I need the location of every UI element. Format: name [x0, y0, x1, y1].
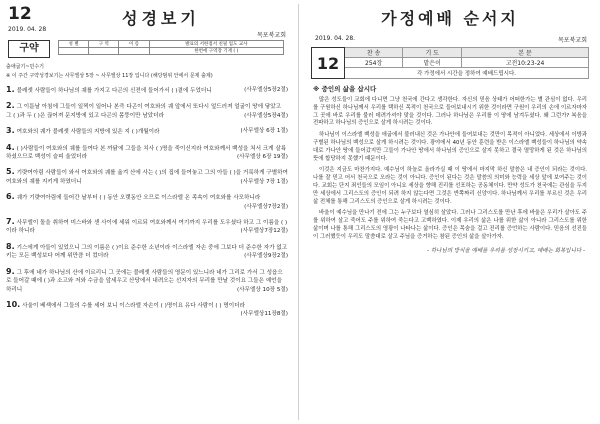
question-reference: (사무엘상 7장 1절): [240, 178, 288, 185]
question-text: 사무엘이 돌을 취하여 미스바와 센 사이에 세워 이르되 여호와께서 여기까지 우리를 도우셨다 하고 그 이름을 ( )이라 하니라: [6, 220, 288, 235]
worship-table: [311, 47, 589, 79]
question-reference: (사무엘상9장2절): [244, 253, 288, 260]
question-item: [6, 243, 288, 261]
question-item: [6, 144, 288, 162]
question-number: 1.: [6, 85, 15, 94]
question-text: 기스에게 아들이 있었으니 그의 이름은 ( )이요 준수한 소년이라 이스라엘 자손 중에 그보다 더 준수한 자가 없고 키는 모든 백성보다 어깨 위만큼 더 컸더라: [6, 244, 288, 260]
issue-number: 12: [8, 4, 32, 24]
worship-order-page: [303, 0, 597, 424]
question-text: 블레셋 사람들이 하나님의 궤를 가지고 다곤의 신전에 들어가서 ( )곁에 두었더니: [16, 88, 212, 94]
question-text: 여호와의 궤가 블레셋 사람들의 지방에 있은 지 ( )개월이라: [16, 129, 160, 136]
question-reference: (사무엘상7장12절): [240, 228, 288, 235]
question-text: ( )사람들이 여호와의 궤를 들여다 본 까닭에 그들을 치사 ( )명을 죽이신지라 여호와께서 백성을 쳐서 크게 살륙하셨으므로 백성이 슬피 울었더라: [6, 145, 287, 161]
hymn-value: 254장: [345, 58, 403, 68]
bible-study-page: [0, 0, 294, 424]
worship-title: 가정예배 순서지: [381, 9, 519, 28]
worship-date: 2019. 04. 28.: [315, 35, 356, 42]
sermon-paragraph: 많은 성도들이 교회에 다니면 그냥 천국에 간다고 생각한다. 자신의 믿음 상태가 어떠한가는 별 관심이 없다. 우리를 구원하신 하나님께서 우리를 택하신 목적이 천국으로 들어보내시기 위한 것이라면 구원이 우리의 손에 이르자마자 그 곳에 바로 우리를 불러 데려가셔야 맞을 것이다. 그러나 하나님은 우리를 이 땅에 남겨두셨다. 왜 그런가? 복음을 전파하고 하나님의 증인으로 살게 하시려는 것이다.: [313, 97, 587, 127]
worship-number: 12: [312, 48, 345, 79]
church-name: 목포북교회: [257, 32, 286, 39]
sermon-body: [311, 97, 589, 242]
section-label: 구약: [8, 40, 50, 58]
question-text: 그 이튿날 아침에 그들이 일찍이 일어나 본즉 다곤이 여호와의 궤 앞에서 또다시 엎드러져 얼굴이 땅에 닿았고 그 ( )과 두 ( )은 끊어져 문지방에 있고 다곤의 몸뚱이만 남았더라: [6, 104, 282, 119]
question-text: 사울이 베섹에서 그들의 수를 세어 보니 이스라엘 자손이 ( )명이요 유다 사람이 ( ) 명이더라: [22, 302, 245, 309]
sermon-paragraph: 하나님이 이스라엘 백성을 애굽에서 불러내신 것은 가나안에 들여보내는 것만이 목적이 아니었다. 세상에서 이방과 구별된 하나님의 백성으로 살게 하시려는 것이다. 광야에서 40년 동안 훈련을 받은 이스라엘 백성들이 하나님의 약속대로 가나안 땅에 들어갔지만 그들이 가나안 땅에서 하나님의 증인으로 살지 못하고 결국 멸망하게 된 것은 하나님의 뜻에 합당하지 못했기 때문이다.: [313, 132, 587, 162]
issue-date: 2019. 04. 28: [8, 26, 47, 33]
question-number: 10.: [6, 299, 21, 309]
sermon-heading: ※ 중인의 삶을 삽시다: [313, 85, 377, 93]
sermon-paragraph: 바울이 예수님을 만나기 전에 그는 누구보다 열심히 살았다. 그러나 그리스도를 만난 후에 바울은 우리가 살아도 주를 위하여 살고 죽어도 주를 위하여 죽는다고 고백하였다. 이제 우리의 삶은 나를 위한 삶이 아니라 그리스도를 위한 삶이며 나를 통해 그리스도의 영광이 나타나는 삶이다. 증인은 목숨을 걸고 진리를 증언하는 사람이다. 믿음의 선진들이 그러했듯이 우리도 말씀대로 살고 주님을 증거하는 참된 증인의 삶을 살아가자.: [313, 210, 587, 240]
table-header: 성 별: [59, 41, 89, 48]
question-number: 2.: [6, 101, 15, 111]
question-reference: (사무엘상11장8절): [240, 311, 288, 318]
table-header: 이 름: [119, 41, 149, 48]
question-text: 그 후에 네가 하나님의 산에 이르리니 그 곳에는 블레셋 사람들의 영문이 있느니라 네가 그리로 가서 그 성읍으로 들어갈 때에 ( )과 소고와 저와 수금을 앞세우고 산당에서 내려오는 선지자의 무리를 만날 것이요 그들은 예언을 하리니: [6, 269, 283, 293]
question-number: 7.: [6, 217, 15, 227]
scripture-value: 고전10:23-24: [462, 58, 589, 68]
worship-note: 각 가정에서 시간을 정하여 예배드립시다.: [345, 68, 589, 79]
table-cell[interactable]: [59, 48, 89, 55]
table-header: 구 역: [89, 41, 119, 48]
prayer-value: 맡은이: [403, 58, 462, 68]
question-item: [6, 301, 288, 319]
question-reference: (사무엘상7장2절): [244, 203, 288, 210]
worship-church: 목포북교회: [558, 37, 587, 44]
question-reference: (사무엘상 6장 19절): [236, 154, 288, 161]
range-subtitle: 출애굽기~민수기: [6, 64, 45, 70]
question-reference: (사무엘상5장4절): [244, 112, 288, 119]
question-list: [6, 86, 288, 319]
sermon-paragraph: 이것은 지금도 마찬가지다. 예수님이 하늘로 올라가실 때 이 땅에서 마지막 하신 말씀은 내 증인이 되라는 것이다. 나를 잘 믿고 어서 천국으로 오라는 것이 아니다. 증인이 된다는 것은 말씀의 의미와 능력을 세상 앞에 보여주는 것이다. 교회는 단지 죄인들의 모임이 아니요 세상을 향해 진리를 선포하는 공동체이다. 만약 성도가 천국에는 관심을 두지만 세상에서 그리스도의 증인이 되려 하지 않는다면 그것은 반쪽짜리 신앙이다. 하나님께서 우리를 부르신 것은 우리 삶 전체를 통해 그리스도의 증인으로 살게 하시려는 것이다.: [313, 167, 587, 205]
closing-line: - 하나님의 방식을 예배를 우리를 성장시키고, 예배는 회복입니다 -: [427, 247, 585, 254]
question-reference: (사무엘상 6장 1절): [240, 128, 288, 135]
question-item: [6, 127, 288, 136]
question-number: 9.: [6, 266, 15, 276]
table-note: 발표의 서한점서 친필 업도 교사: [149, 41, 283, 48]
section-row: [6, 40, 288, 62]
question-number: 6.: [6, 192, 15, 202]
table-note: 한번에 구역장 기재 ( ): [149, 48, 283, 55]
question-number: 5.: [6, 167, 15, 177]
question-reference: (사무엘상 10장 5절): [236, 286, 288, 293]
question-item: [6, 268, 288, 294]
question-text: 궤가 기럇여아림에 들어간 날부터 ( ) 동안 오랫동안 오므로 이스라엘 온 족속이 여호와를 사모하니라: [16, 195, 261, 202]
question-item: [6, 193, 288, 211]
table-cell[interactable]: [119, 48, 149, 55]
question-number: 3.: [6, 126, 15, 136]
question-number: 8.: [6, 241, 15, 251]
hymn-header: 찬 송: [345, 48, 403, 58]
question-item: [6, 168, 288, 186]
question-number: 4.: [6, 142, 15, 152]
info-table: [58, 40, 284, 55]
question-item: [6, 86, 288, 95]
left-header: [6, 4, 288, 38]
question-item: [6, 218, 288, 236]
question-reference: (사무엘상5장2절): [244, 87, 288, 93]
question-text: 기럇여아림 사람들이 와서 여호와의 궤를 옮겨 산에 사는 ( )의 집에 들여놓고 그의 아들 ( )을 거룩하게 구별하여 여호와의 궤를 지키게 하였더니: [6, 170, 288, 185]
worship-meta: [311, 35, 589, 45]
table-cell[interactable]: [89, 48, 119, 55]
page-divider: [298, 4, 299, 420]
page-title: 성경보기: [122, 9, 200, 28]
prayer-header: 기 도: [403, 48, 462, 58]
question-item: [6, 102, 288, 120]
instruction: ※ 이 주간 구약성경보기는 사무엘상 5장 ~ 사무엘상 11장 입니다 (해당범위 안에서 문제 출제): [6, 73, 213, 79]
scripture-header: 본 문: [462, 48, 589, 58]
